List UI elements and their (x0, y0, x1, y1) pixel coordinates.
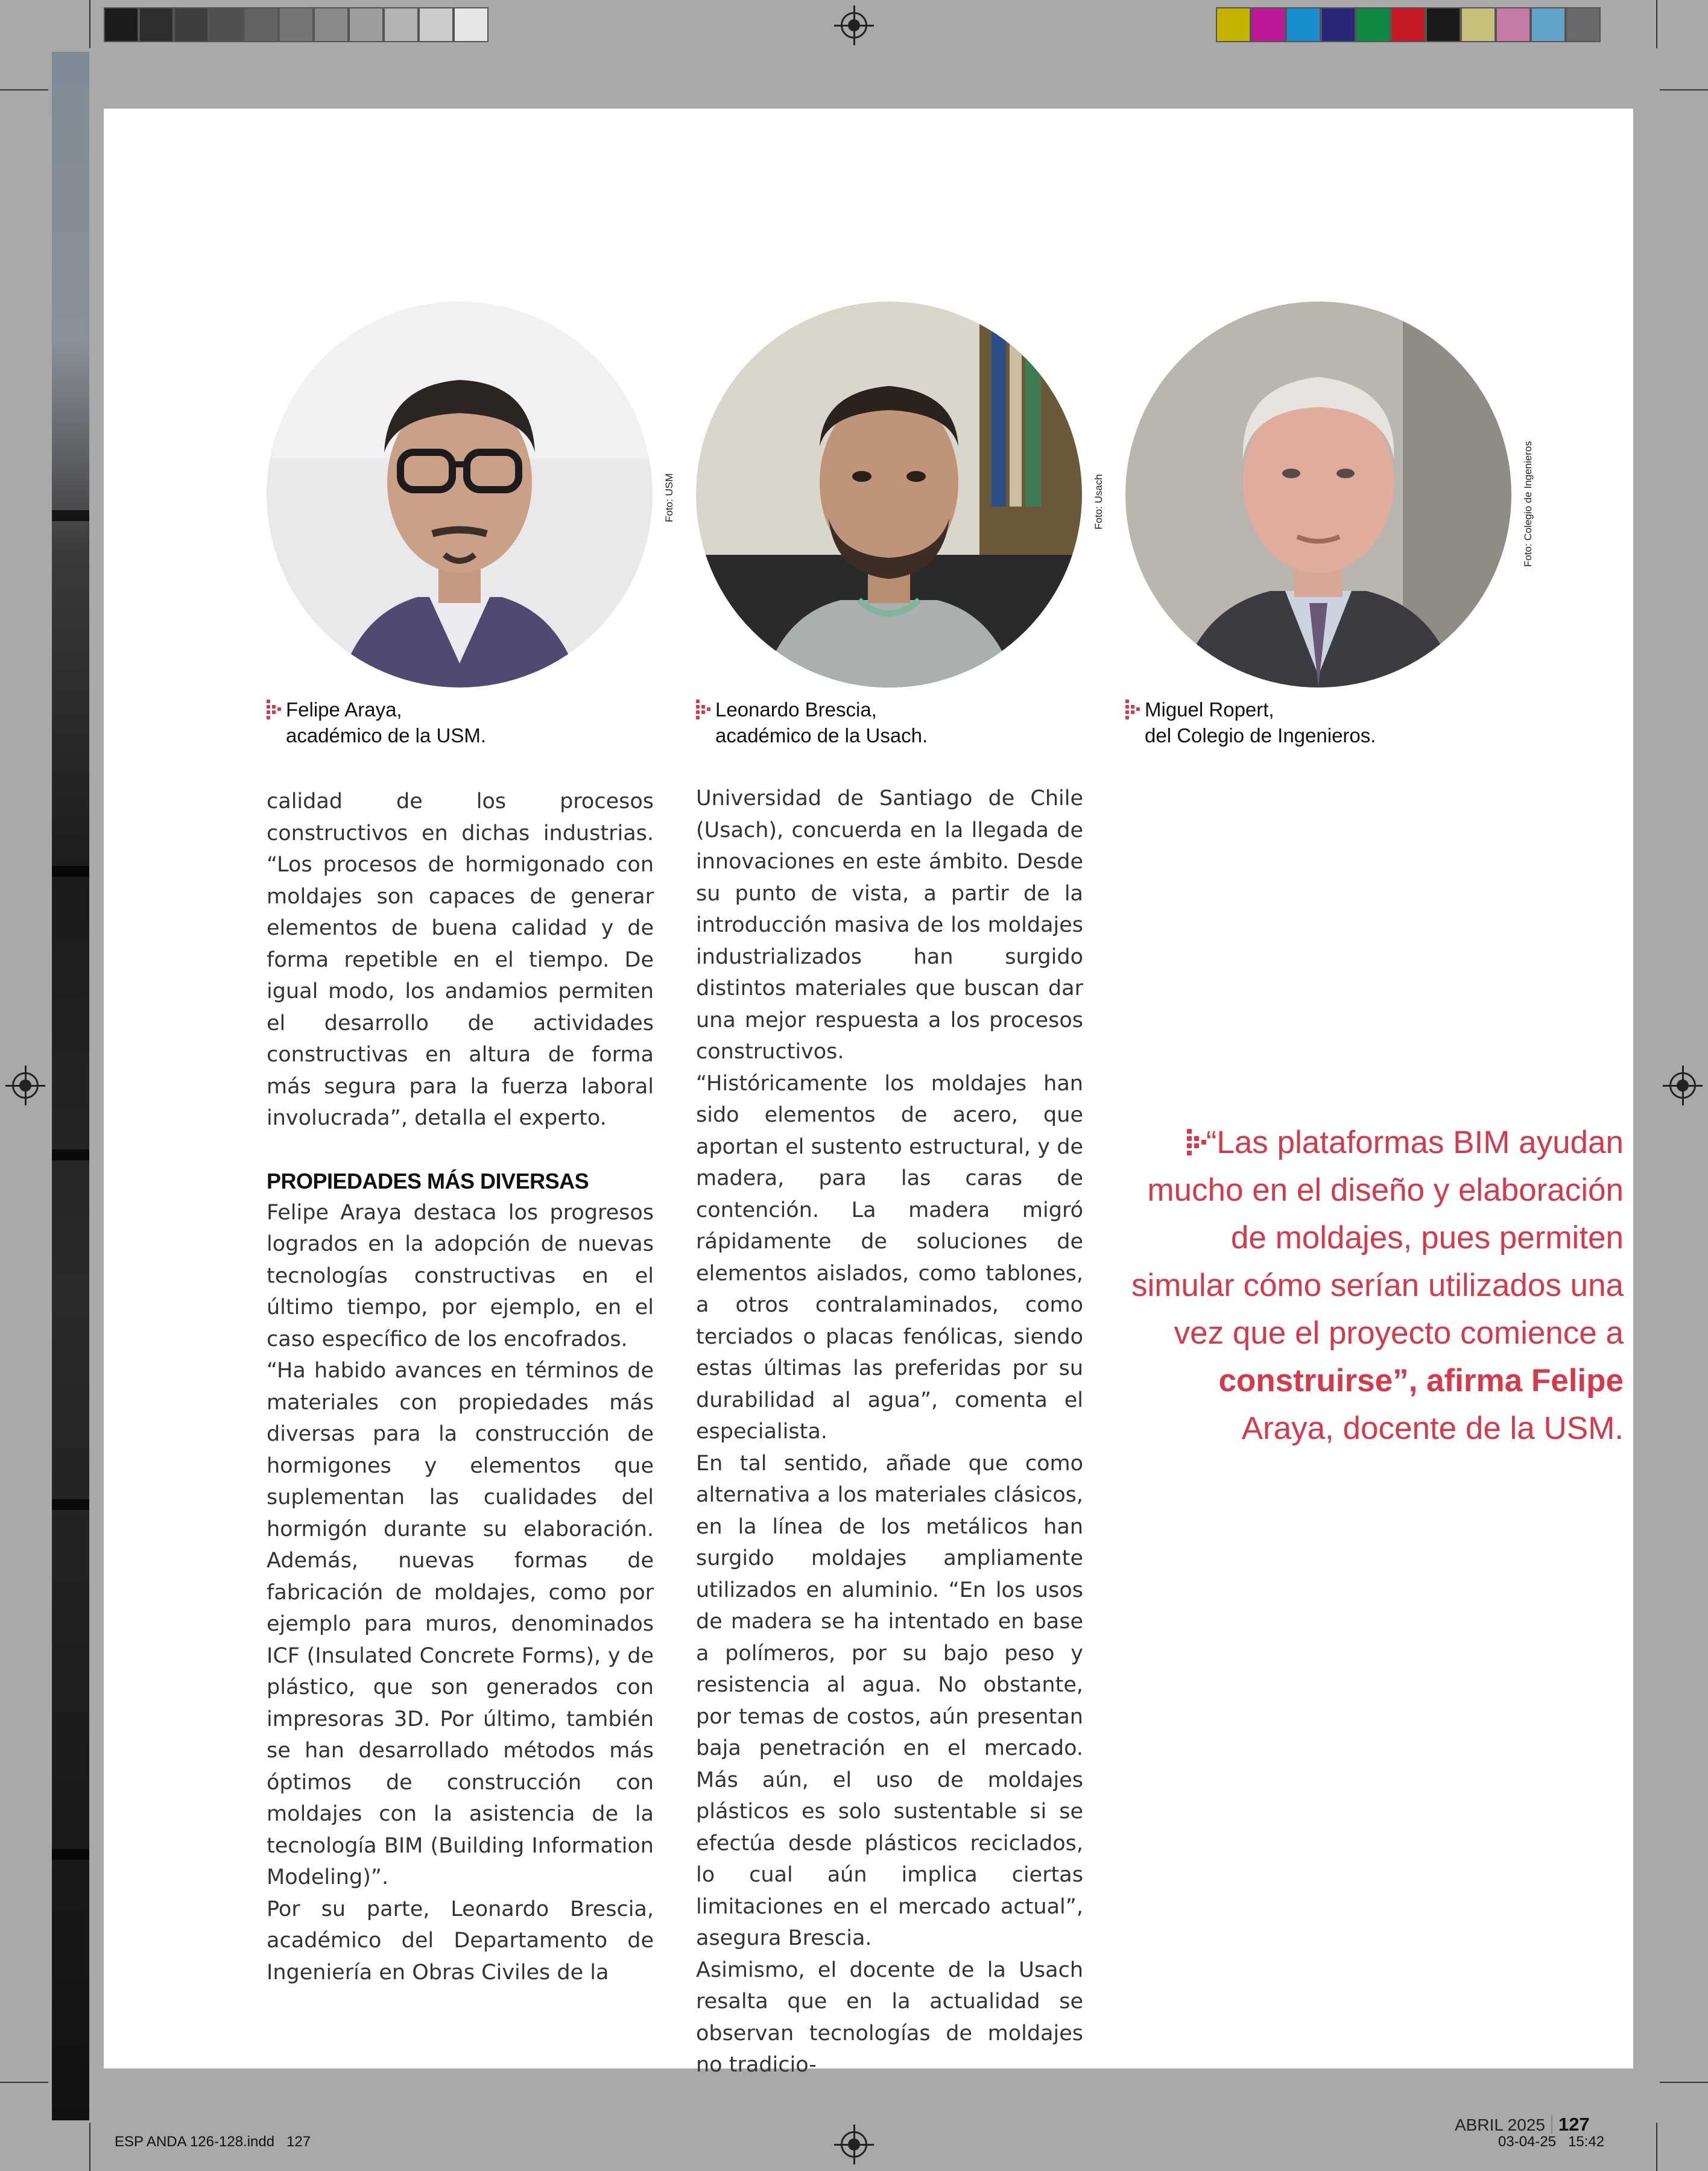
caption-bullet-icon (267, 700, 281, 719)
paragraph: calidad de los procesos constructivos en dichas industrias. “Los procesos de hormigonado con moldajes son capaces de generar elementos de buena calidad y de forma repetible en el tiempo. De igual modo, los andamios permiten el desarrollo de actividades constructivas en altura de forma más segura para la fuerza laboral involucrada”, detalla el experto. (267, 789, 654, 1130)
gray-swatch (209, 7, 244, 42)
paragraph: Universidad de Santiago de Chile (Usach), concuerda en la llegada de innovaciones en este ámbito. Desde su punto de vista, a partir de la introducción masiva de los moldajes industrializados han surgido distintos materiales que buscan dar una mejor respuesta a los procesos constructivos. (696, 786, 1083, 1064)
magazine-page (104, 109, 1633, 2135)
crop-mark (89, 0, 90, 48)
color-swatch (1251, 7, 1286, 42)
gray-swatch (174, 7, 209, 42)
gray-swatch (419, 7, 454, 42)
color-swatch (1391, 7, 1426, 42)
crop-mark (1656, 0, 1657, 48)
photo-credit-usach: Foto: Usach (1093, 474, 1104, 529)
pull-quote (1123, 1119, 1624, 1452)
color-swatch (1496, 7, 1531, 42)
portrait-felipe-araya (267, 302, 653, 687)
caption-bullet-icon (1125, 700, 1140, 719)
pull-quote-bold-text: construirse”, afirma Felipe (1218, 1363, 1624, 1398)
folio-divider (1551, 2116, 1552, 2134)
issue-date: ABRIL 2025 (1455, 2116, 1545, 2134)
gray-swatch (454, 7, 489, 42)
crop-mark (0, 89, 48, 90)
caption-role: académico de la Usach. (715, 724, 928, 747)
paragraph: Asimismo, el docente de la Usach resalta que en la actualidad se observan tecnologías de moldajes no tradicio- (696, 1958, 1083, 2077)
registration-mark-icon (841, 12, 867, 39)
caption-miguel-ropert (1145, 697, 1376, 748)
bleed-photo-strip (52, 52, 89, 2120)
gray-swatch (384, 7, 419, 42)
gray-swatch (279, 7, 314, 42)
gray-swatch (314, 7, 349, 42)
crop-mark (1660, 2082, 1708, 2083)
caption-bullet-icon (696, 700, 710, 719)
caption-leonardo-brescia (715, 697, 928, 748)
slug-datetime: 03-04-25 15:42 (1498, 2134, 1605, 2150)
pull-quote-text: “Las plataformas BIM ayudan mucho en el diseño y elaboración de moldajes, pues permiten simular cómo serían utilizados una vez que el proyecto comience a (1131, 1125, 1624, 1351)
process-color-bar (1216, 7, 1601, 45)
registration-mark-icon (841, 2131, 867, 2158)
slug-filename: ESP ANDA 126-128.indd 127 (115, 2134, 311, 2150)
paragraph: Por su parte, Leonardo Brescia, académico del Departamento de Ingeniería en Obras Civiles de la (267, 1897, 654, 1985)
pull-quote-end-text: Araya, docente de la USM. (1241, 1411, 1624, 1446)
grayscale-color-bar (104, 7, 489, 45)
body-column-2 (696, 783, 1083, 2081)
registration-mark-icon (1669, 1072, 1696, 1099)
color-swatch (1566, 7, 1601, 42)
paragraph: “Ha habido avances en términos de materiales con propiedades más diversas para la construcción de hormigones y elementos que suplementan las cualidades del hormigón durante su elaboración. Además, nuevas formas de fabricación de moldajes, como por ejemplo para muros, denominados ICF (Insulated Concrete Forms), y de plástico, que son generados con impresoras 3D. Por último, también se han desarrollado métodos más óptimos de construcción con moldajes con la asistencia de la tecnología BIM (Building Information Modeling)”. (267, 1359, 654, 1889)
gray-swatch (104, 7, 139, 42)
crop-mark (1660, 89, 1708, 90)
color-swatch (1286, 7, 1321, 42)
pull-quote-bullet-icon (1187, 1129, 1206, 1155)
portrait-miguel-ropert (1125, 302, 1511, 687)
caption-name: Leonardo Brescia, (715, 698, 877, 721)
color-swatch (1531, 7, 1566, 42)
color-swatch (1461, 7, 1496, 42)
color-swatch (1216, 7, 1251, 42)
page-folio (1455, 2114, 1590, 2135)
gray-swatch (244, 7, 279, 42)
caption-name: Miguel Ropert, (1145, 698, 1274, 721)
portrait-leonardo-brescia (696, 302, 1082, 687)
caption-name: Felipe Araya, (286, 698, 402, 721)
page-number: 127 (1558, 2114, 1590, 2135)
caption-role: del Colegio de Ingenieros. (1145, 724, 1376, 747)
color-swatch (1321, 7, 1356, 42)
color-swatch (1356, 7, 1391, 42)
photo-credit-usm: Foto: USM (663, 473, 675, 522)
color-swatch (1426, 7, 1461, 42)
crop-mark (89, 2123, 90, 2171)
section-heading: PROPIEDADES MÁS DIVERSAS (267, 1168, 589, 1193)
gray-swatch (349, 7, 384, 42)
body-column-1 (267, 786, 654, 1988)
registration-mark-icon (12, 1072, 39, 1099)
caption-felipe-araya (286, 697, 486, 748)
paragraph: Felipe Araya destaca los progresos logrados en la adopción de nuevas tecnologías constructivas en el último tiempo, por ejemplo, en el caso específico de los encofrados. (267, 1200, 654, 1351)
paragraph: En tal sentido, añade que como alternativa a los materiales clásicos, en la línea de los metálicos han surgido moldajes ampliamente utilizados en aluminio. “En los usos de madera se ha intentado en base a polímeros, por su bajo peso y resistencia al agua. No obstante, por temas de costos, aún presentan baja penetración en el mercado. Más aún, el uso de moldajes plásticos es solo sustentable si se efectúa desde plásticos reciclados, lo cual aún implica ciertas limitaciones en el mercado actual”, asegura Brescia. (696, 1451, 1083, 1950)
gray-swatch (139, 7, 174, 42)
crop-mark (1656, 2123, 1657, 2171)
caption-role: académico de la USM. (286, 724, 486, 747)
crop-mark (0, 2082, 48, 2083)
paragraph: “Históricamente los moldajes han sido elementos de acero, que aportan el sustento estructural, y de madera, para las caras de contención. La madera migró rápidamente de soluciones de elementos aislados, como tablones, a otros contralaminados, como terciados o placas fenólicas, siendo estas últimas las preferidas por su durabilidad al agua”, comenta el especialista. (696, 1071, 1083, 1444)
photo-credit-colegio: Foto: Colegio de Ingenieros (1522, 441, 1534, 567)
